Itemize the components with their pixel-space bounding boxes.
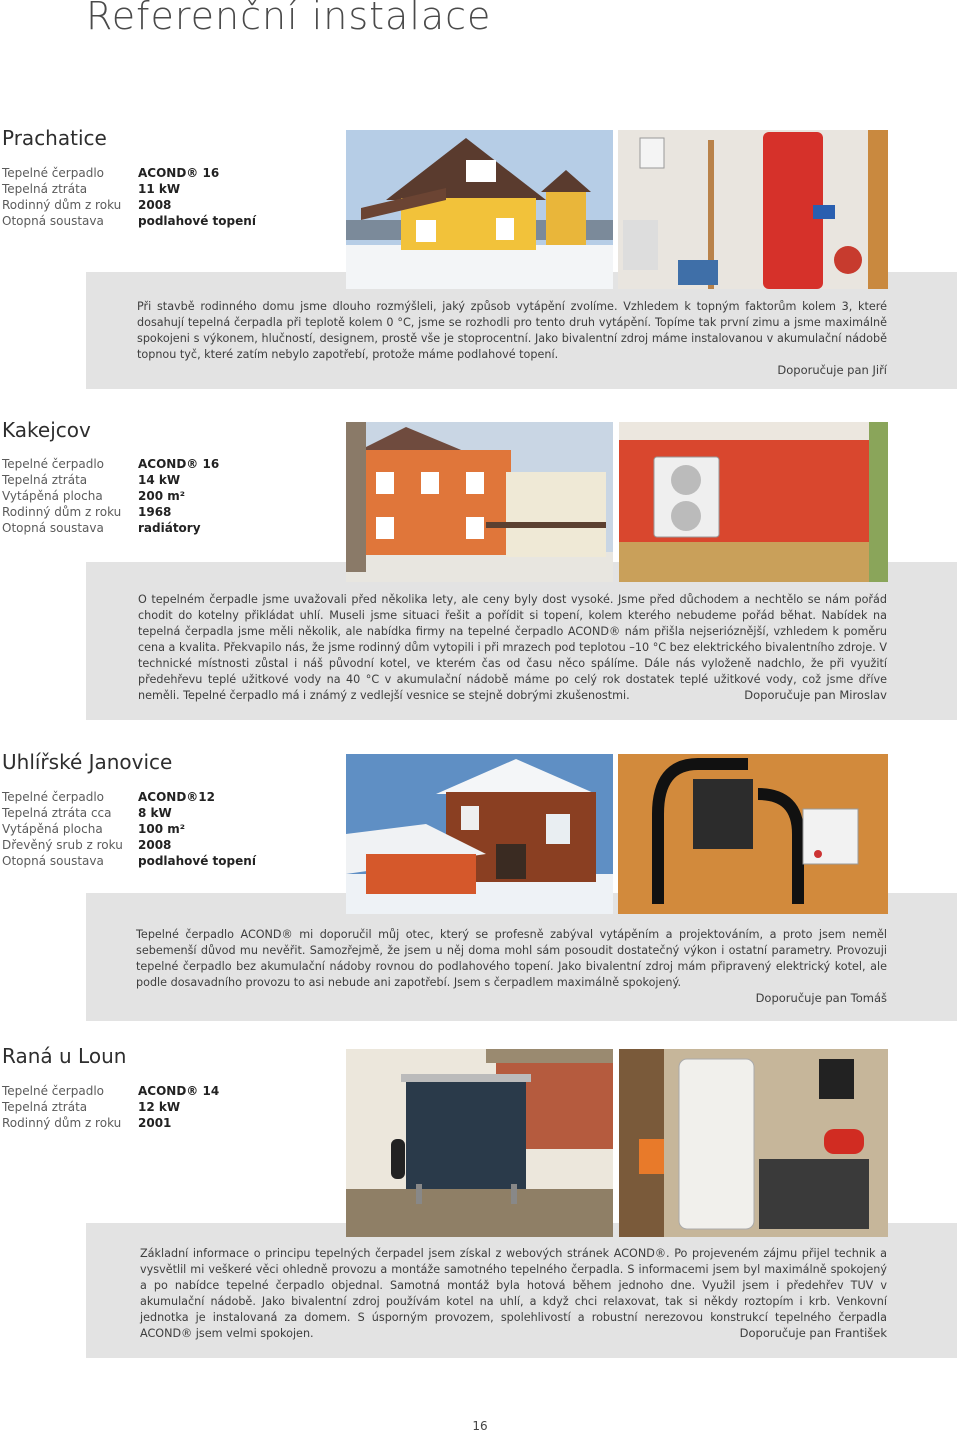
spec-row <box>2 821 256 837</box>
spec-label: Tepelná ztráta <box>2 1100 88 1114</box>
spec-value: podlahové topení <box>138 854 256 868</box>
spec-row <box>2 165 256 181</box>
spec-row <box>2 1083 219 1099</box>
spec-label: Otopná soustava <box>2 854 104 868</box>
spec-label: Tepelné čerpadlo <box>2 790 104 804</box>
spec-label: Otopná soustava <box>2 521 104 535</box>
boiler-room-photo <box>619 1049 888 1237</box>
spec-row <box>2 520 219 536</box>
spec-value: ACOND® 16 <box>138 166 220 180</box>
spec-row <box>2 789 256 805</box>
testimonial-text: Tepelné čerpadlo ACOND® mi doporučil můj otec, který se profesně zabýval vytápěním a projektováním, a proto jsem neměl sebemenší důvod mu nevěřit. Samozřejmě, že jsem u něj doma mohl sám posoudit dostatečný výkon i ostatní parametry. Provozuji tepelné čerpadlo bez akumulační nádoby rovnou do podlahového topení. Jako bivalentní zdroj mám připravený elektrický kotel, ale podle dosavadního provozu to asi nebude ani zapotřebí. Jsem s čerpadlem maximálně spokojený. <box>136 928 887 989</box>
spec-row <box>2 488 219 504</box>
spec-row <box>2 1115 219 1131</box>
spec-row <box>2 504 219 520</box>
spec-row <box>2 853 256 869</box>
testimonial-signature: Doporučuje pan František <box>739 1326 887 1340</box>
spec-value: ACOND® 14 <box>138 1084 220 1098</box>
outdoor-unit-on-wall-photo <box>619 422 888 582</box>
section-title: Prachatice <box>2 126 107 150</box>
red-accumulation-tank-photo <box>618 130 888 289</box>
spec-label: Tepelné čerpadlo <box>2 1084 104 1098</box>
testimonial-text: Základní informace o principu tepelných čerpadel jsem získal z webových stránek ACOND®. Po projeveném zájmu přijel technik a vysvětlil mi veškeré věci ohledně provozu a montáže samotného tepelného čerpadla. S informacemi jsem byl maximálně spokojený a po nabídce tepelné čerpadlo objednal. Samotná montáž byla hotová během jednoho dne. Využil jsem i předehřev TUV v akumulační nádobě. Jako bivalentní zdroj používám kotel na uhlí, a když chci relaxovat, tak si někdy roztopím i krb. Venkovní jednotka je instalovaná za domem. S úsporným provozem, spolehlivostí a robustní nerezovou konstrukcí tepelného čerpadla ACOND® jsem velmi spokojen. <box>140 1247 887 1340</box>
log-cabin-winter-photo <box>346 754 613 914</box>
spec-value: 14 kW <box>138 473 181 487</box>
spec-label: Rodinný dům z roku <box>2 1116 122 1130</box>
spec-value: 2008 <box>138 838 172 852</box>
spec-label: Tepelné čerpadlo <box>2 166 104 180</box>
testimonial-signature: Doporučuje pan Jiří <box>777 363 887 377</box>
spec-label: Vytápěná plocha <box>2 822 103 836</box>
outdoor-unit-yard-photo <box>346 1049 613 1237</box>
spec-value: ACOND®12 <box>138 790 215 804</box>
spec-label: Tepelná ztráta <box>2 473 88 487</box>
spec-value: 200 m² <box>138 489 185 503</box>
spec-list <box>2 1083 219 1131</box>
spec-label: Rodinný dům z roku <box>2 505 122 519</box>
spec-value: radiátory <box>138 521 201 535</box>
section-title: Kakejcov <box>2 418 91 442</box>
spec-list <box>2 789 256 869</box>
spec-value: 100 m² <box>138 822 185 836</box>
orange-house-photo <box>346 422 613 582</box>
spec-value: podlahové topení <box>138 214 256 228</box>
spec-value: 2008 <box>138 198 172 212</box>
spec-row <box>2 456 219 472</box>
spec-list <box>2 456 219 536</box>
testimonial-signature: Doporučuje pan Miroslav <box>744 688 887 702</box>
testimonial-text: O tepelném čerpadle jsme uvažovali před několika lety, ale ceny byly dost vysoké. Jsme před důchodem a nechtělo se nám pořád chodit do kotelny přikládat uhlí. Museli jsme situaci řešit a pořídit si topení, kolem kterého nebudeme pořád běhat. Nabídek na tepelná čerpadla jsme měli několik, ale nabídka firmy na tepelné čerpadlo ACOND® nám přišla nejserióznější, vzhledem k poměru cena a kvalita. Překvapilo nás, že jsme rodinný dům vytopili i při mrazech pod teplotou –10 °C bez elektrického bivalentního zdroje. V technické místnosti zůstal i náš původní kotel, ve kterém čas od času něco spálíme. Dále nás vyloženě nadchlo, že při využití předehřevu teplé užitkové vody na 40 °C v akumulační nádobě máme po celý rok dostatek teplé užitkové vody, což jsme dříve neměli. Tepelné čerpadlo má i známý z vedlejší vesnice se stejně dobrými zkušenostmi. <box>138 593 887 702</box>
spec-row <box>2 181 256 197</box>
spec-row <box>2 197 256 213</box>
spec-list <box>2 165 256 229</box>
testimonial-text: Při stavbě rodinného domu jsme dlouho rozmýšleli, jaký způsob vytápění zvolíme. Vzhledem k topným faktorům kolem 3, které dosahují tepelná čerpadla při teplotě kolem 0 °C, jsme se rozhodli pro tento druh vytápění. Topíme tak první zimu a jsme maximálně spokojeni s výkonem, hlučností, designem, prostě vše je stoprocentní. Jako bivalentní zdroj máme instalovanou v akumulační nádobě topnou tyč, které zatím nebylo zapotřebí, protože máme podlahové topení. <box>137 300 887 361</box>
spec-label: Tepelné čerpadlo <box>2 457 104 471</box>
section-title: Raná u Loun <box>2 1044 127 1068</box>
indoor-unit-wood-wall-photo <box>618 754 888 914</box>
spec-value: 11 kW <box>138 182 181 196</box>
spec-row <box>2 805 256 821</box>
spec-label: Rodinný dům z roku <box>2 198 122 212</box>
spec-value: 12 kW <box>138 1100 181 1114</box>
spec-row <box>2 837 256 853</box>
spec-value: 2001 <box>138 1116 172 1130</box>
spec-label: Dřevěný srub z roku <box>2 838 123 852</box>
spec-row <box>2 472 219 488</box>
spec-label: Tepelná ztráta cca <box>2 806 112 820</box>
spec-value: 1968 <box>138 505 172 519</box>
spec-row <box>2 213 256 229</box>
spec-label: Otopná soustava <box>2 214 104 228</box>
section-title: Uhlířské Janovice <box>2 750 173 774</box>
yellow-house-winter-photo <box>346 130 613 289</box>
page-number: 16 <box>472 1419 488 1433</box>
spec-row <box>2 1099 219 1115</box>
page-title: Referenční instalace <box>86 0 492 38</box>
spec-label: Tepelná ztráta <box>2 182 88 196</box>
spec-label: Vytápěná plocha <box>2 489 103 503</box>
spec-value: ACOND® 16 <box>138 457 220 471</box>
spec-value: 8 kW <box>138 806 172 820</box>
testimonial-signature: Doporučuje pan Tomáš <box>755 991 887 1005</box>
